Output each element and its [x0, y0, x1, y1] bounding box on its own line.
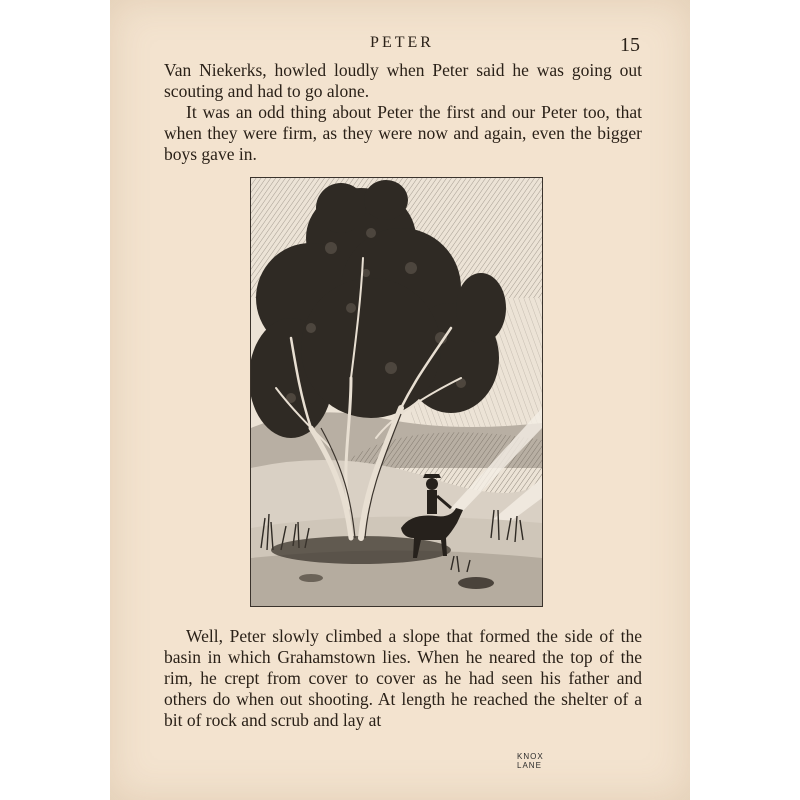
page-header: [164, 34, 640, 58]
paragraph: Van Niekerks, howled loudly when Peter said he was going out scouting and had to go alone.: [164, 60, 642, 101]
paragraph: It was an odd thing about Peter the first and our Peter too, that when they were firm, as they were now and again, even the bigger boys gave in.: [164, 102, 642, 164]
paragraph: Well, Peter slowly climbed a slope that formed the side of the basin in which Grahamstown lies. When he neared the top of the rim, he crept from cover to cover as he had seen his father and others do when out shooting. At length he reached the shelter of a bit of rock and scrub and lay at: [164, 626, 642, 730]
page-number: 15: [620, 34, 640, 56]
bottom-text-block: [164, 626, 642, 731]
tree-rider-illustration: [251, 178, 542, 606]
running-head: PETER: [370, 34, 434, 51]
book-page: [110, 0, 690, 800]
top-text-block: [164, 60, 642, 165]
artist-signature: KNOX LANE: [517, 752, 544, 770]
